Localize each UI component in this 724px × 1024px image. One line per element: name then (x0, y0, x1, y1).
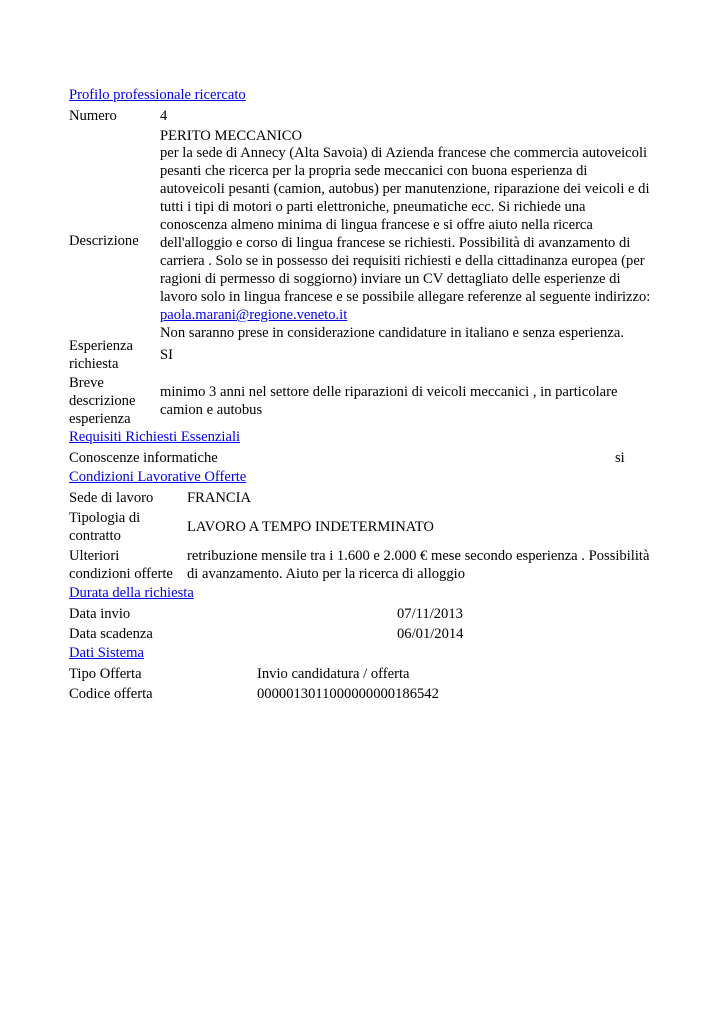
row-tipologia (69, 508, 659, 546)
row-ulteriori (69, 546, 659, 584)
descrizione-line: conoscenza almeno minima di lingua francese e si offre aiuto nella ricerca (160, 217, 593, 233)
row-conoscenze (69, 448, 659, 468)
data-scadenza-label: Data scadenza (69, 626, 153, 642)
descrizione-line: per la sede di Annecy (Alta Savoia) di Azienda francese che commercia autoveicoli (160, 145, 648, 161)
section-link-condizioni[interactable]: Condizioni Lavorative Offerte (69, 469, 247, 485)
document-page (69, 86, 659, 704)
descrizione-line: autoveicoli pesanti (camion, autobus) per manutenzione, riparazione dei veicoli e di (160, 181, 650, 197)
descrizione-line: dell'alloggio e corso di lingua francese se richiesti. Possibilità di avanzamento di (160, 235, 631, 251)
descrizione-line: pesanti che ricerca per la propria sede meccanici con buona esperienza di (160, 163, 588, 179)
row-codice-offerta (69, 684, 659, 704)
descrizione-line: lavoro solo in lingua francese e se possibile allegare referenze al seguente indirizzo: (160, 289, 651, 305)
descrizione-label: Descrizione (69, 233, 139, 249)
data-invio-value: 07/11/2013 (397, 606, 463, 622)
numero-label: Numero (69, 108, 117, 124)
row-data-invio (69, 604, 659, 624)
descrizione-line: ragioni di permesso di soggiorno) inviare un CV dettagliato delle esperienze di (160, 271, 621, 287)
section-link-requisiti[interactable]: Requisiti Richiesti Essenziali (69, 429, 241, 445)
section-link-sistema[interactable]: Dati Sistema (69, 645, 144, 661)
tipologia-label: Tipologia di contratto (69, 510, 141, 544)
tipologia-value: LAVORO A TEMPO INDETERMINATO (187, 519, 434, 535)
ulteriori-value: retribuzione mensile tra i 1.600 e 2.000 € mese secondo esperienza . Possibilità di avanzamento. Aiuto per la ricerca di alloggio (187, 548, 650, 582)
row-descrizione (69, 145, 659, 341)
job-title: PERITO MECCANICO (160, 128, 303, 144)
esperienza-value: SI (160, 347, 173, 363)
section-link-profilo[interactable]: Profilo professionale ricercato (69, 87, 246, 103)
descrizione-text (160, 144, 659, 342)
tipo-offerta-value: Invio candidatura / offerta (257, 666, 410, 682)
sede-label: Sede di lavoro (69, 490, 154, 506)
ulteriori-label: Ulteriori condizioni offerte (69, 548, 173, 582)
data-scadenza-value: 06/01/2014 (397, 626, 464, 642)
row-tipo-offerta (69, 664, 659, 684)
breve-value: minimo 3 anni nel settore delle riparazioni di veicoli meccanici , in particolare camion e autobus (160, 384, 618, 418)
numero-value: 4 (160, 108, 168, 124)
tipo-offerta-label: Tipo Offerta (69, 666, 142, 682)
esperienza-label: Esperienza richiesta (69, 338, 134, 372)
breve-label: Breve descrizione esperienza (69, 375, 136, 427)
row-sede (69, 488, 659, 508)
section-link-durata[interactable]: Durata della richiesta (69, 585, 194, 601)
email-link[interactable]: paola.marani@regione.veneto.it (160, 307, 348, 323)
data-invio-label: Data invio (69, 606, 131, 622)
descrizione-line: carriera . Solo se in possesso dei requisiti richiesti e della cittadinanza europea (per (160, 253, 645, 269)
sede-value: FRANCIA (187, 490, 252, 506)
row-breve-descrizione (69, 374, 659, 428)
row-numero (69, 106, 659, 126)
row-data-scadenza (69, 624, 659, 644)
descrizione-note: Non saranno prese in considerazione candidature in italiano e senza esperienza. (160, 325, 624, 341)
row-titolo (69, 126, 659, 146)
codice-offerta-label: Codice offerta (69, 686, 153, 702)
conoscenze-label: Conoscenze informatiche (69, 450, 218, 466)
codice-offerta-value: 0000013011000000000186542 (257, 686, 439, 702)
descrizione-line: tutti i tipi di motori o parti elettroniche, pneumatiche ecc. Si richiede una (160, 199, 586, 215)
conoscenze-value: si (615, 450, 625, 466)
